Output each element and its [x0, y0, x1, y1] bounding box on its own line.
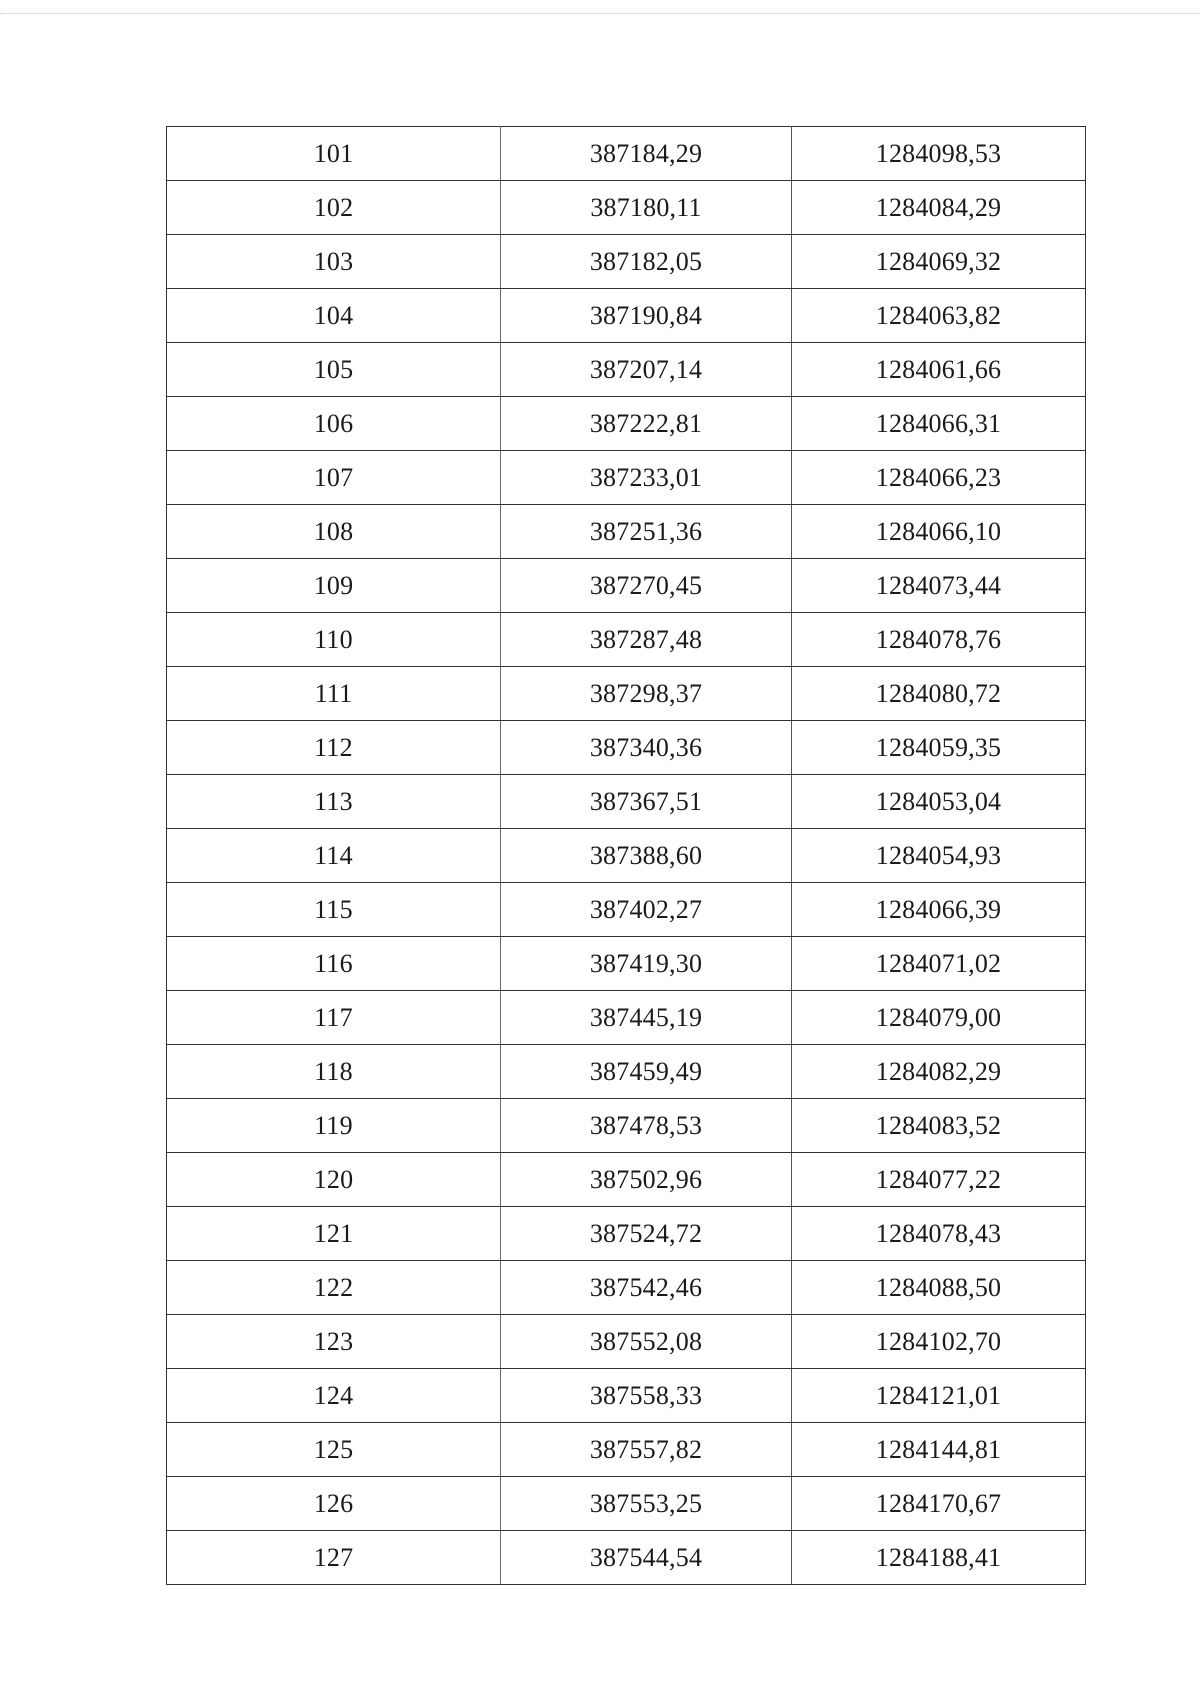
y-coordinate-cell: 1284144,81 — [792, 1423, 1086, 1477]
point-number-cell: 106 — [167, 397, 501, 451]
table-row — [167, 1477, 1086, 1531]
y-coordinate-cell: 1284170,67 — [792, 1477, 1086, 1531]
x-coordinate-cell: 387402,27 — [501, 883, 792, 937]
y-coordinate-cell: 1284077,22 — [792, 1153, 1086, 1207]
point-number-cell: 115 — [167, 883, 501, 937]
point-number-cell: 123 — [167, 1315, 501, 1369]
y-coordinate-cell: 1284078,43 — [792, 1207, 1086, 1261]
y-coordinate-cell: 1284054,93 — [792, 829, 1086, 883]
table-row — [167, 1099, 1086, 1153]
x-coordinate-cell: 387184,29 — [501, 127, 792, 181]
table-row — [167, 1207, 1086, 1261]
x-coordinate-cell: 387180,11 — [501, 181, 792, 235]
page-top-edge — [0, 13, 1200, 14]
point-number-cell: 104 — [167, 289, 501, 343]
table-row — [167, 289, 1086, 343]
y-coordinate-cell: 1284071,02 — [792, 937, 1086, 991]
x-coordinate-cell: 387553,25 — [501, 1477, 792, 1531]
point-number-cell: 114 — [167, 829, 501, 883]
y-coordinate-cell: 1284066,39 — [792, 883, 1086, 937]
y-coordinate-cell: 1284066,31 — [792, 397, 1086, 451]
x-coordinate-cell: 387190,84 — [501, 289, 792, 343]
coordinates-table — [166, 126, 1086, 1585]
table-row — [167, 235, 1086, 289]
x-coordinate-cell: 387478,53 — [501, 1099, 792, 1153]
table-row — [167, 1261, 1086, 1315]
x-coordinate-cell: 387502,96 — [501, 1153, 792, 1207]
x-coordinate-cell: 387445,19 — [501, 991, 792, 1045]
y-coordinate-cell: 1284121,01 — [792, 1369, 1086, 1423]
table-row — [167, 127, 1086, 181]
table-row — [167, 397, 1086, 451]
table-row — [167, 505, 1086, 559]
y-coordinate-cell: 1284061,66 — [792, 343, 1086, 397]
y-coordinate-cell: 1284098,53 — [792, 127, 1086, 181]
x-coordinate-cell: 387367,51 — [501, 775, 792, 829]
x-coordinate-cell: 387558,33 — [501, 1369, 792, 1423]
y-coordinate-cell: 1284080,72 — [792, 667, 1086, 721]
point-number-cell: 124 — [167, 1369, 501, 1423]
table-row — [167, 181, 1086, 235]
coordinates-table-body — [167, 127, 1086, 1585]
y-coordinate-cell: 1284063,82 — [792, 289, 1086, 343]
x-coordinate-cell: 387251,36 — [501, 505, 792, 559]
point-number-cell: 116 — [167, 937, 501, 991]
y-coordinate-cell: 1284082,29 — [792, 1045, 1086, 1099]
x-coordinate-cell: 387182,05 — [501, 235, 792, 289]
point-number-cell: 127 — [167, 1531, 501, 1585]
x-coordinate-cell: 387552,08 — [501, 1315, 792, 1369]
table-row — [167, 1423, 1086, 1477]
table-row — [167, 937, 1086, 991]
point-number-cell: 125 — [167, 1423, 501, 1477]
table-row — [167, 667, 1086, 721]
point-number-cell: 103 — [167, 235, 501, 289]
table-row — [167, 1045, 1086, 1099]
y-coordinate-cell: 1284088,50 — [792, 1261, 1086, 1315]
point-number-cell: 126 — [167, 1477, 501, 1531]
y-coordinate-cell: 1284079,00 — [792, 991, 1086, 1045]
table-row — [167, 775, 1086, 829]
point-number-cell: 101 — [167, 127, 501, 181]
point-number-cell: 113 — [167, 775, 501, 829]
x-coordinate-cell: 387544,54 — [501, 1531, 792, 1585]
point-number-cell: 105 — [167, 343, 501, 397]
point-number-cell: 112 — [167, 721, 501, 775]
x-coordinate-cell: 387459,49 — [501, 1045, 792, 1099]
table-row — [167, 451, 1086, 505]
y-coordinate-cell: 1284069,32 — [792, 235, 1086, 289]
point-number-cell: 117 — [167, 991, 501, 1045]
point-number-cell: 111 — [167, 667, 501, 721]
table-row — [167, 613, 1086, 667]
y-coordinate-cell: 1284059,35 — [792, 721, 1086, 775]
table-row — [167, 721, 1086, 775]
table-row — [167, 343, 1086, 397]
x-coordinate-cell: 387542,46 — [501, 1261, 792, 1315]
x-coordinate-cell: 387287,48 — [501, 613, 792, 667]
x-coordinate-cell: 387222,81 — [501, 397, 792, 451]
y-coordinate-cell: 1284073,44 — [792, 559, 1086, 613]
y-coordinate-cell: 1284083,52 — [792, 1099, 1086, 1153]
table-row — [167, 1531, 1086, 1585]
x-coordinate-cell: 387207,14 — [501, 343, 792, 397]
point-number-cell: 121 — [167, 1207, 501, 1261]
point-number-cell: 102 — [167, 181, 501, 235]
x-coordinate-cell: 387298,37 — [501, 667, 792, 721]
table-row — [167, 1369, 1086, 1423]
point-number-cell: 109 — [167, 559, 501, 613]
y-coordinate-cell: 1284188,41 — [792, 1531, 1086, 1585]
y-coordinate-cell: 1284066,10 — [792, 505, 1086, 559]
x-coordinate-cell: 387270,45 — [501, 559, 792, 613]
y-coordinate-cell: 1284102,70 — [792, 1315, 1086, 1369]
y-coordinate-cell: 1284053,04 — [792, 775, 1086, 829]
table-row — [167, 829, 1086, 883]
table-row — [167, 991, 1086, 1045]
x-coordinate-cell: 387524,72 — [501, 1207, 792, 1261]
point-number-cell: 108 — [167, 505, 501, 559]
x-coordinate-cell: 387340,36 — [501, 721, 792, 775]
table-row — [167, 559, 1086, 613]
table-row — [167, 1153, 1086, 1207]
x-coordinate-cell: 387388,60 — [501, 829, 792, 883]
point-number-cell: 118 — [167, 1045, 501, 1099]
x-coordinate-cell: 387419,30 — [501, 937, 792, 991]
point-number-cell: 120 — [167, 1153, 501, 1207]
x-coordinate-cell: 387557,82 — [501, 1423, 792, 1477]
y-coordinate-cell: 1284066,23 — [792, 451, 1086, 505]
x-coordinate-cell: 387233,01 — [501, 451, 792, 505]
point-number-cell: 122 — [167, 1261, 501, 1315]
y-coordinate-cell: 1284084,29 — [792, 181, 1086, 235]
point-number-cell: 110 — [167, 613, 501, 667]
point-number-cell: 107 — [167, 451, 501, 505]
y-coordinate-cell: 1284078,76 — [792, 613, 1086, 667]
point-number-cell: 119 — [167, 1099, 501, 1153]
table-row — [167, 883, 1086, 937]
table-row — [167, 1315, 1086, 1369]
